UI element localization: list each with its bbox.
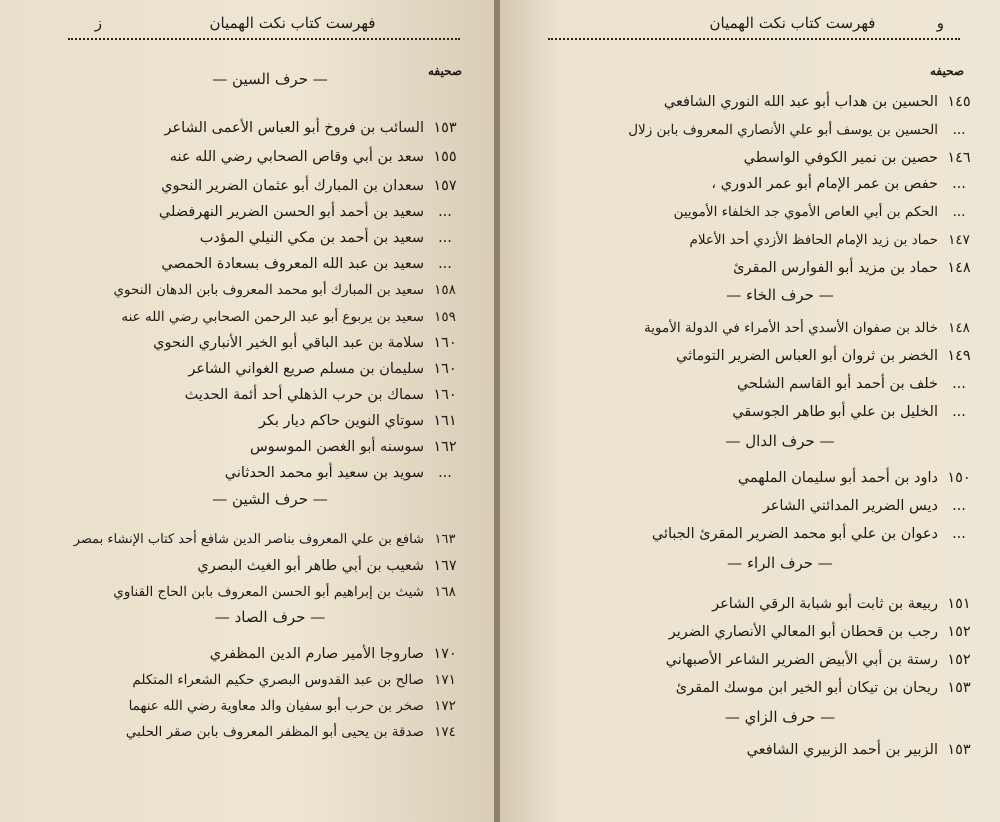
section-heading-ra: — حرف الراء —: [727, 554, 833, 572]
entry-page-number: ١٥٢: [947, 652, 971, 668]
right-header-title: فهرست كتاب نكت الهميان: [709, 14, 876, 32]
entry-page-number: ...: [952, 404, 966, 420]
entry-name: سماك بن حرب الذهلي أحد أئمة الحديث: [184, 387, 424, 403]
list-item: [113, 278, 466, 302]
entry-name: حفص بن عمر الإمام أبو عمر الدوري ،: [711, 176, 938, 192]
entry-page-number: ...: [952, 526, 966, 542]
entry-name: السائب بن فروخ أبو العباس الأعمى الشاعر: [164, 120, 424, 136]
entry-name: صدقة بن يحيى أبو المظفر المعروف بابن صقر الحلبي: [125, 724, 424, 740]
entry-name: الحسين بن هداب أبو عبد الله النوري الشافعي: [663, 94, 938, 110]
entry-name: صالح بن عبد القدوس البصري حكيم الشعراء المتكلم: [132, 672, 424, 688]
left-header-title: فهرست كتاب نكت الهميان: [209, 14, 376, 32]
entry-page-number: ١٥٨: [434, 282, 456, 298]
entry-name: سعيد بن المبارك أبو محمد المعروف بابن الدهان النحوي: [113, 282, 424, 298]
entry-name: صخر بن حرب أبو سفيان والد معاوية رضي الله عنهما: [128, 698, 424, 714]
entry-name: سوسنه أبو الغصن الموسوس: [249, 439, 424, 455]
list-item: [666, 648, 980, 672]
section-heading-shin: — حرف الشين —: [212, 490, 328, 508]
entry-name: حماد بن زيد الإمام الحافظ الأزدي أحد الأعلام: [689, 232, 938, 248]
entry-page-number: ...: [438, 204, 452, 220]
list-item: [210, 642, 466, 666]
entry-page-number: ١٧٠: [433, 646, 457, 662]
right-page: [500, 0, 1000, 822]
list-item: [669, 620, 980, 644]
right-header-rule: [548, 38, 960, 40]
entry-name: حماد بن مزيد أبو الفوارس المقرئ: [733, 260, 938, 276]
entry-page-number: ...: [952, 122, 966, 138]
list-item: [732, 400, 980, 424]
entry-name: ديس الضرير المدائني الشاعر: [762, 498, 938, 514]
list-item: [676, 344, 980, 368]
entry-name: الخضر بن ثروان أبو العباس الضرير التوماثي: [676, 348, 938, 364]
entry-name: شعيب بن أبي طاهر أبو الغيث البصري: [197, 558, 424, 574]
list-item: [676, 676, 980, 700]
entry-name: رستة بن أبي الأبيض الضرير الشاعر الأصبهاني: [665, 652, 938, 668]
entry-name: دعوان بن علي أبو محمد الضرير المقرئ الجبائي: [651, 526, 938, 542]
left-column-label: صحيفه: [428, 64, 463, 78]
entry-name: خلف بن أحمد أبو القاسم الشلحي: [736, 376, 938, 392]
entry-page-number: ١٧٢: [434, 698, 456, 714]
entry-page-number: ...: [438, 256, 452, 272]
entry-name: ربيعة بن ثابت أبو شبابة الرقي الشاعر: [712, 596, 938, 612]
section-heading-dal: — حرف الدال —: [725, 432, 835, 450]
list-item: [628, 118, 980, 142]
entry-name: ريحان بن تيكان أبو الخير ابن موسك المقرئ: [675, 680, 938, 696]
list-item: [161, 174, 466, 198]
section-heading-sin: — حرف السين —: [212, 70, 328, 88]
list-item: [747, 738, 980, 762]
left-page-letter: ز: [94, 14, 102, 32]
list-item: [129, 694, 466, 718]
entry-name: سلامة بن عبد الباقي أبو الخير الأنباري النحوي: [153, 335, 424, 351]
entry-name: حصين بن نمير الكوفي الواسطي: [743, 150, 938, 166]
right-column-label: صحيفه: [930, 64, 965, 78]
list-item: [738, 466, 980, 490]
list-item: [188, 357, 466, 381]
list-item: [250, 435, 466, 459]
entry-name: سعد بن أبي وقاص الصحابي رضي الله عنه: [169, 149, 424, 165]
section-heading-kha: — حرف الخاء —: [726, 286, 834, 304]
entry-name: سعيد بن عبد الله المعروف بسعادة الحمصي: [161, 256, 424, 272]
entry-page-number: ...: [952, 498, 966, 514]
list-item: [200, 226, 466, 250]
entry-name: الزبير بن أحمد الزبيري الشافعي: [746, 742, 938, 758]
entry-page-number: ١٥٣: [947, 680, 971, 696]
entry-page-number: ١٦٠: [433, 361, 457, 377]
list-item: [161, 252, 466, 276]
list-item: [153, 331, 466, 355]
section-heading-zay: — حرف الزاي —: [724, 708, 836, 726]
entry-page-number: ١٦٨: [434, 584, 456, 600]
list-item: [159, 200, 466, 224]
list-item: [259, 409, 466, 433]
entry-name: داود بن أحمد أبو سليمان الملهمي: [737, 470, 938, 486]
entry-name: رجب بن قحطان أبو المعالي الأنصاري الضرير: [668, 624, 938, 640]
entry-name: سوتاي النوين حاكم ديار بكر: [258, 413, 424, 429]
list-item: [733, 256, 980, 280]
list-item: [711, 172, 980, 196]
entry-page-number: ...: [952, 204, 966, 220]
entry-page-number: ١٦٠: [433, 335, 457, 351]
entry-page-number: ١٥٣: [947, 742, 971, 758]
entry-page-number: ...: [438, 230, 452, 246]
list-item: [132, 668, 466, 692]
list-item: [664, 90, 980, 114]
entry-page-number: ١٥٧: [433, 178, 457, 194]
entry-page-number: ١٧٤: [434, 724, 456, 740]
list-item: [737, 372, 980, 396]
list-item: [644, 316, 980, 340]
entry-page-number: ١٤٨: [948, 320, 970, 336]
section-heading-sad: — حرف الصاد —: [214, 608, 326, 626]
entry-name: صاروجا الأمير صارم الدين المظفري: [209, 646, 424, 662]
entry-page-number: ١٥١: [947, 596, 971, 612]
entry-page-number: ١٦٢: [433, 439, 457, 455]
list-item: [113, 580, 466, 604]
entry-page-number: ١٤٧: [948, 232, 970, 248]
entry-page-number: ١٤٦: [947, 150, 971, 166]
list-item: [763, 494, 980, 518]
entry-name: سعيد بن أحمد أبو الحسن الضرير النهرفضلي: [158, 204, 424, 220]
entry-name: سليمان بن مسلم صريع الغواني الشاعر: [188, 361, 424, 377]
list-item: [197, 554, 466, 578]
entry-name: سعيد بن يربوع أبو عبد الرحمن الصحابي رضي الله عنه: [121, 309, 424, 325]
entry-name: سعدان بن المبارك أبو عثمان الضرير النحوي: [161, 178, 424, 194]
entry-page-number: ١٥٠: [947, 470, 971, 486]
entry-page-number: ١٤٩: [947, 348, 971, 364]
entry-page-number: ١٥٩: [434, 309, 456, 325]
list-item: [744, 146, 980, 170]
list-item: [712, 592, 980, 616]
entry-page-number: ١٤٥: [947, 94, 971, 110]
list-item: [126, 720, 466, 744]
entry-page-number: ...: [438, 465, 452, 481]
list-item: [165, 116, 466, 140]
entry-page-number: ١٥٥: [433, 149, 457, 165]
entry-name: شيث بن إبراهيم أبو الحسن المعروف بابن الحاج القناوي: [113, 584, 424, 600]
entry-name: الخليل بن علي أبو طاهر الجوسقي: [732, 404, 938, 420]
list-item: [674, 200, 980, 224]
entry-page-number: ١٦٧: [433, 558, 457, 574]
left-page: [0, 0, 496, 822]
right-page-letter: و: [936, 14, 944, 32]
entry-name: الحسين بن يوسف أبو علي الأنصاري المعروف بابن زلال: [628, 122, 938, 138]
list-item: [170, 145, 466, 169]
entry-page-number: ١٥٢: [947, 624, 971, 640]
entry-name: خالد بن صفوان الأسدي أحد الأمراء في الدولة الأموية: [644, 320, 938, 336]
list-item: [225, 461, 466, 485]
list-item: [652, 522, 980, 546]
left-header-rule: [68, 38, 460, 40]
list-item: [690, 228, 980, 252]
list-item: [74, 528, 466, 552]
entry-page-number: ...: [952, 176, 966, 192]
entry-page-number: ١٧١: [434, 672, 456, 688]
entry-page-number: ١٤٨: [947, 260, 971, 276]
entry-page-number: ١٥٣: [433, 120, 457, 136]
entry-name: سويد بن سعيد أبو محمد الحدثاني: [224, 465, 424, 481]
entry-page-number: ...: [952, 376, 966, 392]
entry-name: شافع بن علي المعروف بناصر الدين شافع أحد كتاب الإنشاء بمصر: [73, 532, 424, 547]
entry-page-number: ١٦٠: [433, 387, 457, 403]
entry-page-number: ١٦١: [433, 413, 457, 429]
entry-name: الحكم بن أبي العاص الأموي جد الخلفاء الأمويين: [673, 204, 938, 220]
entry-name: سعيد بن أحمد بن مكي النيلي المؤدب: [199, 230, 424, 246]
list-item: [121, 305, 466, 329]
entry-page-number: ١٦٣: [434, 532, 456, 547]
list-item: [185, 383, 466, 407]
